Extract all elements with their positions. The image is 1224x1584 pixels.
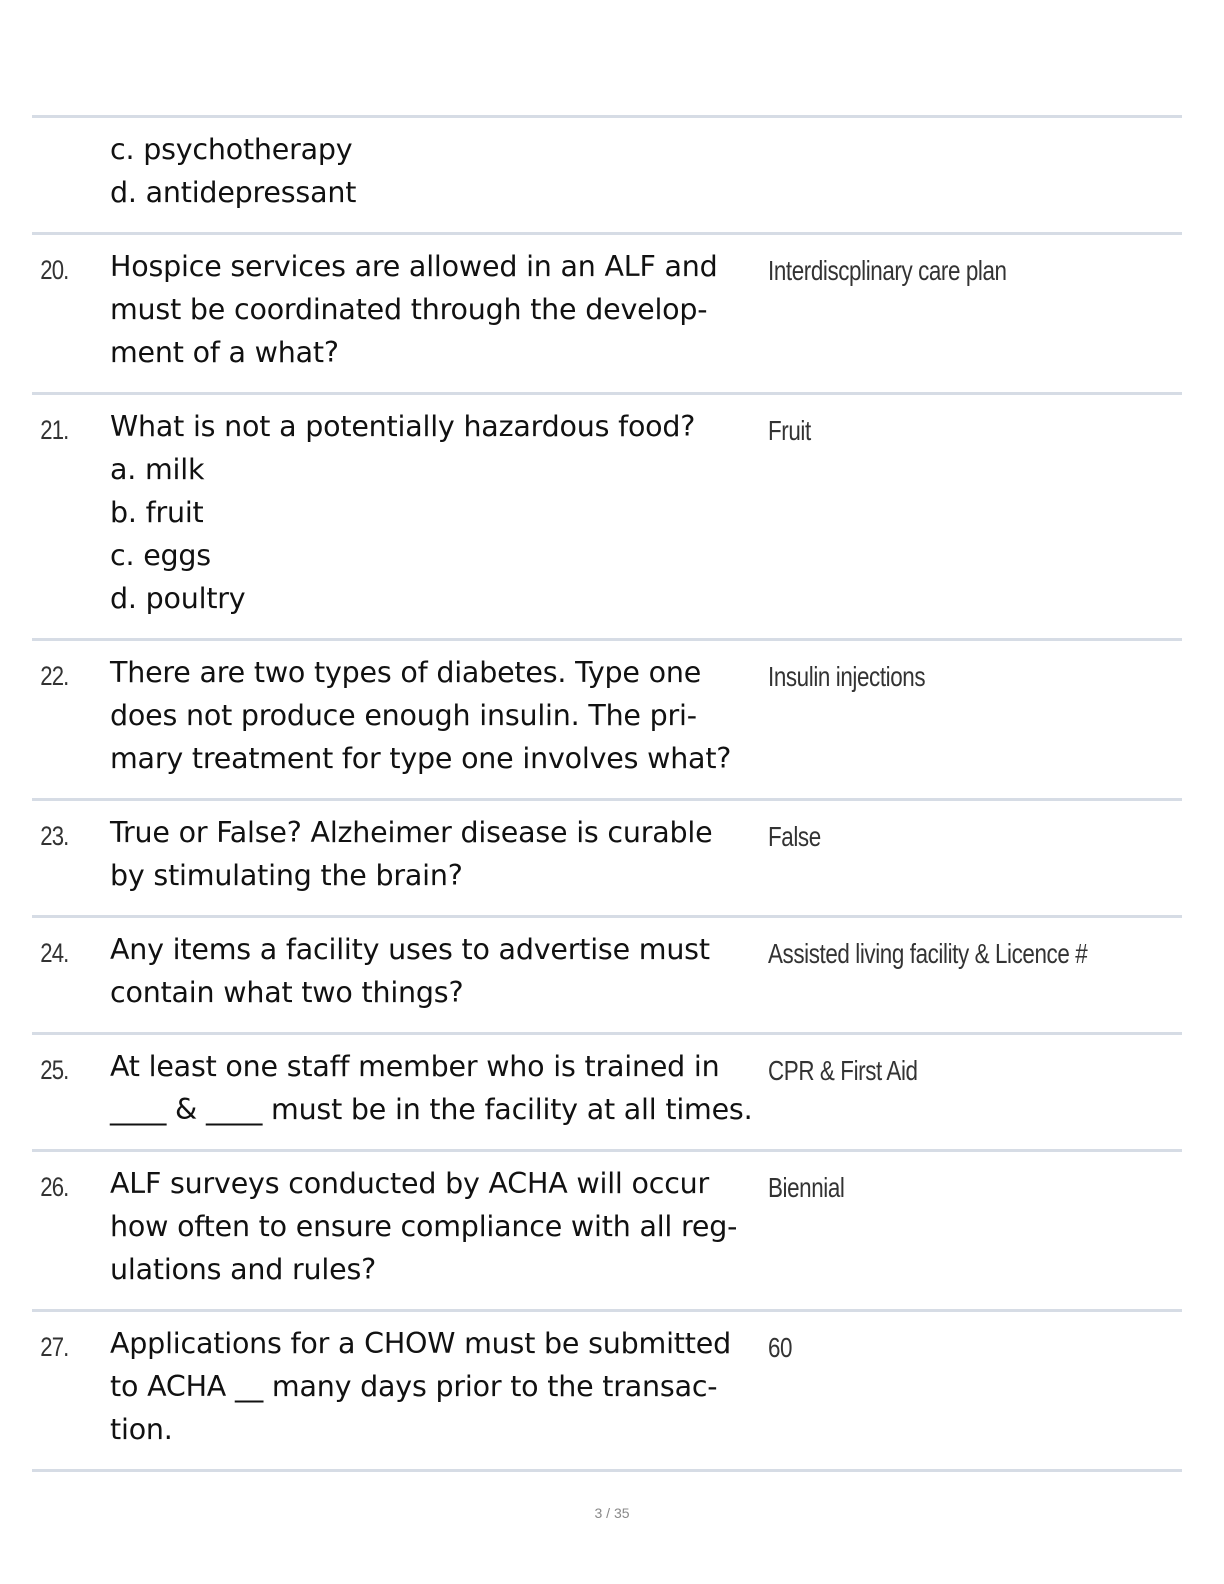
question-number: 22. bbox=[40, 661, 69, 691]
question-line: a. milk bbox=[110, 453, 205, 486]
question-text bbox=[110, 918, 768, 1032]
answer-text: Biennial bbox=[768, 1172, 845, 1203]
answer-text: Fruit bbox=[768, 415, 811, 446]
table-row bbox=[32, 392, 1182, 638]
question-number: 25. bbox=[40, 1055, 69, 1085]
question-number: 26. bbox=[40, 1172, 69, 1202]
question-line: b. fruit bbox=[110, 496, 204, 529]
table-row bbox=[32, 798, 1182, 915]
question-line: ALF surveys conducted by ACHA will occur bbox=[110, 1167, 710, 1200]
table-row bbox=[32, 638, 1182, 798]
answer-text bbox=[768, 118, 1099, 232]
question-line: Applications for a CHOW must be submitted bbox=[110, 1327, 731, 1360]
question-text bbox=[110, 801, 768, 915]
question-number: 24. bbox=[40, 938, 69, 968]
question-line: What is not a potentially hazardous food? bbox=[110, 410, 696, 443]
table-row bbox=[32, 115, 1182, 232]
question-line: True or False? Alzheimer disease is curable bbox=[110, 816, 713, 849]
answer-text: Assisted living facility & Licence # bbox=[768, 938, 1088, 969]
question-number: 23. bbox=[40, 821, 69, 851]
table-row bbox=[32, 1149, 1182, 1309]
answer-text: Insulin injections bbox=[768, 661, 926, 692]
question-number: 21. bbox=[40, 415, 69, 445]
question-text bbox=[110, 235, 768, 392]
question-text bbox=[110, 1035, 768, 1149]
question-line: ulations and rules? bbox=[110, 1253, 377, 1286]
question-line: d. poultry bbox=[110, 582, 246, 615]
table-row bbox=[32, 1309, 1182, 1472]
question-line: must be coordinated through the develop- bbox=[110, 293, 708, 326]
table-row bbox=[32, 232, 1182, 392]
question-number: 27. bbox=[40, 1332, 69, 1362]
flashcard-table bbox=[32, 115, 1182, 1472]
question-line: c. psychotherapy bbox=[110, 133, 353, 166]
question-line: contain what two things? bbox=[110, 976, 464, 1009]
question-line: how often to ensure compliance with all reg- bbox=[110, 1210, 738, 1243]
question-text bbox=[110, 395, 768, 638]
answer-text: CPR & First Aid bbox=[768, 1055, 918, 1086]
answer-text: 60 bbox=[768, 1332, 793, 1363]
question-number bbox=[32, 118, 96, 232]
question-line: c. eggs bbox=[110, 539, 211, 572]
table-row bbox=[32, 1032, 1182, 1149]
question-line: Any items a facility uses to advertise must bbox=[110, 933, 710, 966]
question-line: does not produce enough insulin. The pri- bbox=[110, 699, 697, 732]
answer-text: Interdiscplinary care plan bbox=[768, 255, 1007, 286]
question-text bbox=[110, 1312, 768, 1469]
question-line: tion. bbox=[110, 1413, 173, 1446]
page-indicator: 3 / 35 bbox=[594, 1505, 630, 1521]
question-number: 20. bbox=[40, 255, 69, 285]
question-line: d. antidepressant bbox=[110, 176, 357, 209]
question-line: to ACHA __ many days prior to the transac- bbox=[110, 1370, 718, 1403]
question-line: mary treatment for type one involves what? bbox=[110, 742, 732, 775]
question-text bbox=[110, 1152, 768, 1309]
question-line: ____ & ____ must be in the facility at all times. bbox=[110, 1093, 753, 1126]
question-line: At least one staff member who is trained in bbox=[110, 1050, 720, 1083]
table-row bbox=[32, 915, 1182, 1032]
question-line: There are two types of diabetes. Type one bbox=[110, 656, 702, 689]
question-line: ment of a what? bbox=[110, 336, 339, 369]
question-text bbox=[110, 641, 768, 798]
question-line: Hospice services are allowed in an ALF and bbox=[110, 250, 718, 283]
question-line: by stimulating the brain? bbox=[110, 859, 463, 892]
question-text bbox=[110, 118, 768, 232]
answer-text: False bbox=[768, 821, 821, 852]
